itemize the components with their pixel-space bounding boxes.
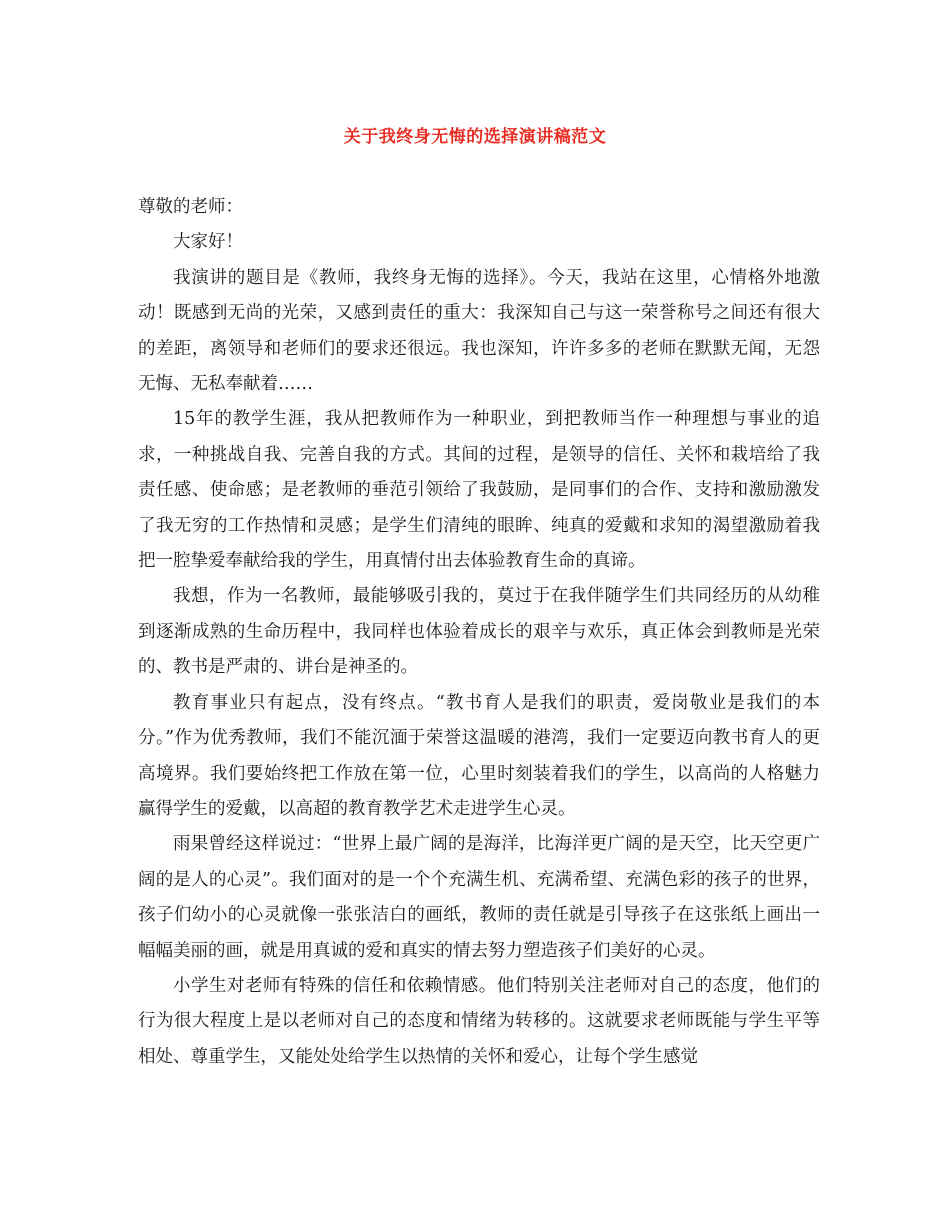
document-title: 关于我终身无悔的选择演讲稿范文 [343,127,607,147]
paragraph-greeting: 大家好！ [173,232,243,253]
paragraph-6: 小学生对老师有特殊的信任和依赖情感。他们特别关注老师对自己的态度，他们的行为很大程度上是以老师对自己的态度和情绪为转移的。这就要求老师既能与学生平等相处、尊重学生，又能处处给学生以热情的关怀和爱心，让每个学生感觉 [138,975,820,1067]
paragraph-3: 我想，作为一名教师，最能够吸引我的，莫过于在我伴随学生们共同经历的从幼稚到逐渐成熟的生命历程中，我同样也体验着成长的艰辛与欢乐，真正体会到教师是光荣的、教书是严肃的、讲台是神圣的。 [138,586,820,678]
salutation: 尊敬的老师： [138,197,243,217]
paragraph-1: 我演讲的题目是《教师，我终身无悔的选择》。今天，我站在这里，心情格外地激动！既感到无尚的光荣，又感到责任的重大：我深知自己与这一荣誉称号之间还有很大的差距，离领导和老师们的要求还很远。我也深知，许许多多的老师在默默无闻，无怨无悔、无私奉献着…… [138,267,820,395]
paragraph-5: 雨果曾经这样说过：“世界上最广阔的是海洋，比海洋更广阔的是天空，比天空更广阔的是人的心灵”。我们面对的是一个个充满生机、充满希望、充满色彩的孩子的世界，孩子们幼小的心灵就像一张张洁白的画纸，教师的责任就是引导孩子在这张纸上画出一幅幅美丽的画，就是用真诚的爱和真实的情去努力塑造孩子们美好的心灵。 [138,834,820,961]
document-body [138,190,820,1075]
paragraph-2: 15年的教学生涯，我从把教师作为一种职业，到把教师当作一种理想与事业的追求，一种挑战自我、完善自我的方式。其间的过程，是领导的信任、关怀和栽培给了我责任感、使命感；是老教师的垂范引领给了我鼓励，是同事们的合作、支持和激励激发了我无穷的工作热情和灵感；是学生们清纯的眼眸、纯真的爱戴和求知的渴望激励着我把一腔挚爱奉献给我的学生，用真情付出去体验教育生命的真谛。 [138,409,820,572]
paragraph-4: 教育事业只有起点，没有终点。“教书育人是我们的职责，爱岗敬业是我们的本分。”作为优秀教师，我们不能沉湎于荣誉这温暖的港湾，我们一定要迈向教书育人的更高境界。我们要始终把工作放在第一位，心里时刻装着我们的学生，以高尚的人格魅力赢得学生的爱戴，以高超的教育教学艺术走进学生心灵。 [138,692,820,819]
